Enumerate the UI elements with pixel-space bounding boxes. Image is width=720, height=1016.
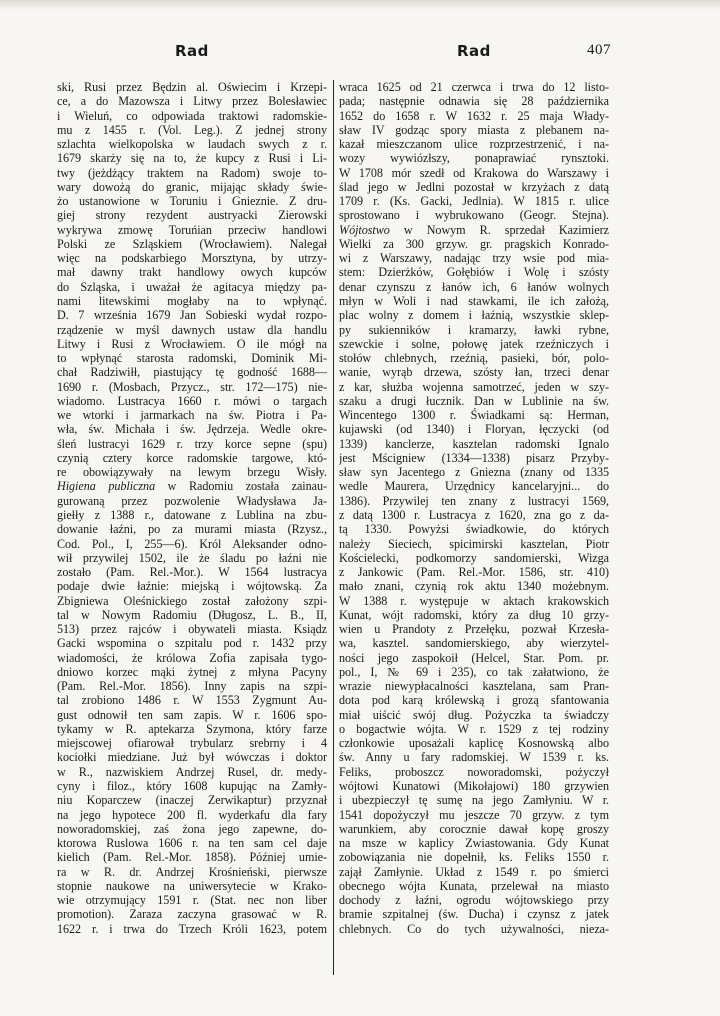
text-line: ności jego zaspokoił (Helcel, Star. Pom. pr.	[339, 650, 609, 665]
text-line: ktorowa Ruslowa 1606 r. na ten sam cel daje	[57, 836, 327, 851]
text-line: gurowaną przez pozwolenie Władysława Ja-	[57, 493, 327, 508]
text-line: więc na podskarbiego Morsztyna, by utrzy-	[57, 251, 327, 266]
text-line: kujawski (od 1340) i Floryan, łęczycki (od	[339, 422, 609, 437]
text-line: 1679 skarży się na to, że kupcy z Rusi i Li-	[57, 151, 327, 166]
text-line: tykamy w R. aptekarza Szymona, który farze	[57, 721, 327, 736]
text-line: stołów chlebnych, rzeźnią, pasieki, bór, polo-	[339, 351, 609, 366]
text-line: należy Sieciech, spicimirski kasztelan, Piotr	[339, 536, 609, 551]
text-line: warunkiem, aby corocznie dawał kopę groszy	[339, 821, 609, 836]
text-line: Kościelecki, podkomorzy sandomierski, Wizga	[339, 550, 609, 565]
text-line: ski, Rusi przez Będzin al. Oświecim i Krzepi-	[57, 80, 327, 94]
text-line: Higiena publiczna w Radomiu została zainau-	[57, 479, 327, 494]
text-line: kazał mieszczanom ulice rozprzestrzenić, i na-	[339, 137, 609, 152]
text-line: niu Koparczew (inaczej Zerwikaptur) przyznał	[57, 793, 327, 808]
text-line: to wpłynąć starosta radomski, Dominik Mi-	[57, 351, 327, 366]
text-line: Wójtostwo w Nowym R. sprzedał Kazimierz	[339, 222, 609, 237]
running-header	[0, 42, 720, 64]
text-line: tal zrobiono 1486 r. W 1553 Zygmunt Au-	[57, 693, 327, 708]
text-line: zobowiązania nie dopełnił, ks. Feliks 1550 r.	[339, 850, 609, 865]
page-number: 407	[587, 42, 611, 58]
text-line: Wincentego 1300 r. Świadkami są: Herman,	[339, 408, 609, 423]
text-line: twy (jeżdżący traktem na Radom) swoje to-	[57, 165, 327, 180]
text-line: zostało (Pam. Rel.-Mor.). W 1564 lustracya	[57, 565, 327, 580]
text-line: Kunat, wójt radomski, który za dług 10 grzy-	[339, 607, 609, 622]
text-line: śleń lustracyi 1629 r. trzy korce sepne (spu)	[57, 436, 327, 451]
text-line: w R., nazwiskiem Andrzej Rusel, dr. medy-	[57, 764, 327, 779]
text-line: wrazie niewypłacalności kasztelana, sam Pran-	[339, 679, 609, 694]
text-line: we wtorki i jarmarkach na św. Piotra i Pa-	[57, 408, 327, 423]
text-line: z datą 1300 r. Lustracya z 1620, zna go z da-	[339, 507, 609, 522]
text-line: ce, a do Mazowsza i Litwy przez Bolesławiec	[57, 94, 327, 109]
text-line: kielich (Pam. Rel.-Mor. 1858). Później umie-	[57, 850, 327, 865]
text-line: szlachta wielkopolska w laudach swych z r.	[57, 137, 327, 152]
text-line: sław IV godząc spory miasta z plebanem na-	[339, 122, 609, 137]
text-columns	[57, 80, 613, 980]
text-line: członkowie uposażali kaplicę Kosnowską albo	[339, 736, 609, 751]
text-line: giej strony rezydent austryacki Zierowski	[57, 208, 327, 223]
text-line: wójtowi Kunatowi (Mikołajowi) 180 grzywien	[339, 779, 609, 794]
text-line: do Szląska, i uważał że agitacya między pa-	[57, 279, 327, 294]
text-line: wie otrzymujący 1591 r. (Stat. nec non liber	[57, 893, 327, 908]
text-line: mało znani, czynią rok aktu 1340 możebnym.	[339, 579, 609, 594]
text-line: gust odnowił ten sam zapis. W r. 1606 spo-	[57, 707, 327, 722]
right-column	[339, 80, 609, 975]
text-line: żo ustanowione w Toruniu i Gnieznie. Z dru-	[57, 194, 327, 209]
text-line: 1709 r. (Ks. Gacki, Jedlnia). W 1815 r. ulice	[339, 194, 609, 209]
text-line: wedle Maurera, Urzędnicy kancelaryjni... do	[339, 479, 609, 494]
text-line: z Jankowic (Pam. Rel.-Mor. 1586, str. 410)	[339, 565, 609, 580]
text-line: Cod. Pol., I, 255—6). Król Aleksander odno-	[57, 536, 327, 551]
text-line: W 1388 r. występuje w aktach krakowskich	[339, 593, 609, 608]
text-line: podaje dwie łaźnie: miejską i wójtowską. Za	[57, 579, 327, 594]
text-line: noworadomskiej, zaś żona jego zapewne, do-	[57, 821, 327, 836]
column-divider	[333, 80, 334, 975]
text-line: sprostowano i wybrukowano (Geogr. Stejna).	[339, 208, 609, 223]
text-line: z kar, służba wojenna samotrzeć, jeden w szy-	[339, 379, 609, 394]
text-line: Litwy i Rusi z Wrocławiem. O ile mógł na	[57, 336, 327, 351]
text-line: nami litewskimi mogłaby na to wpłynąć.	[57, 293, 327, 308]
text-line: i Wieluń, co odpowiada traktowi radomskie-	[57, 108, 327, 123]
text-line: na msze w kaplicy Zwiastowania. Gdy Kunat	[339, 836, 609, 851]
text-line: miejscowej ofiarował trybularz srebrny i 4	[57, 736, 327, 751]
text-line: ra w R. dr. Andrzej Krośnieński, pierwsze	[57, 864, 327, 879]
text-line: św. Anny u fary radomskiej. W 1539 r. ks.	[339, 750, 609, 765]
text-line: W 1708 mór szedł od Krakowa do Warszawy i	[339, 165, 609, 180]
text-line: czynią cztery korce radomskie targowe, któ-	[57, 450, 327, 465]
text-line: dota pod karą królewską i grozą sfantowania	[339, 693, 609, 708]
text-line: zajął Zamłynie. Układ z 1549 r. po śmierci	[339, 864, 609, 879]
text-line: o bogactwie wójta. W r. 1529 z tej rodziny	[339, 721, 609, 736]
text-line: 513) przez rajców i obywateli miasta. Ksiądz	[57, 622, 327, 637]
text-line: pol., I, № 69 i 235), co tak załatwiono, że	[339, 664, 609, 679]
text-line: re obowiązywały na lewym brzegu Wisły.	[57, 465, 327, 480]
text-line: wa, kasztel. sandomierskiego, aby wierzytel-	[339, 636, 609, 651]
text-line: dniowo korzec mąki żytnej z młyna Pacyny	[57, 664, 327, 679]
text-line: giełły z 1388 r., datowane z Lublina na zbu-	[57, 507, 327, 522]
text-line: 1690 r. (Mosbach, Przycz., str. 172—175) nie-	[57, 379, 327, 394]
italic-phrase: Wójtostwo	[339, 222, 390, 237]
text-line: tą 1330. Powyżsi świadkowie, do których	[339, 522, 609, 537]
text-line: stopnie naukowe na uniwersytecie w Krako-	[57, 878, 327, 893]
text-line: wykrywa zmowę Toruńian przeciw handlowi	[57, 222, 327, 237]
text-line: chlebnych. Co do tych używalności, nieza-	[339, 921, 609, 936]
text-line: wien u Prandoty z Przełęku, pozwał Krzesła-	[339, 622, 609, 637]
text-line: dochody z łaźni, ogrodu wójtowskiego przy	[339, 893, 609, 908]
text-line: wary dowożą do granic, mijając składy świe-	[57, 179, 327, 194]
text-line: pada; następnie odnawia się 28 października	[339, 94, 609, 109]
text-line: chał Radziwiłł, piastujący tę godność 1688—	[57, 365, 327, 380]
text-line: rządzenie w myśl dawnych ustaw dla handlu	[57, 322, 327, 337]
text-line: denar czynszu z łanów ich, 6 łanów wolnych	[339, 279, 609, 294]
text-line: miał uiścić swój dług. Pożyczka ta świadczy	[339, 707, 609, 722]
text-line: D. 7 września 1679 Jan Sobieski wydał rozpo-	[57, 308, 327, 323]
header-right-title: Rad	[457, 42, 491, 60]
text-line: cyny i filoz., który 1608 kupując na Zamły-	[57, 779, 327, 794]
text-line: Gacki wspomina o szpitalu pod r. 1432 przy	[57, 636, 327, 651]
text-line: Wielki za 300 grzyw. gr. pragskich Konrado-	[339, 236, 609, 251]
text-line: (Pam. Rel.-Mor. 1856). Inny zapis na szpi-	[57, 679, 327, 694]
text-line: jest Mścigniew (1334—1338) pisarz Przyby-	[339, 450, 609, 465]
text-line: wiadomo. Lustracya 1660 r. mówi o targach	[57, 393, 327, 408]
scan-top-edge	[0, 0, 720, 10]
text-line: dowanie łaźni, po za murami miasta (Rzysz.,	[57, 522, 327, 537]
text-line: stem: Dzierżków, Gołębiów i Wolę i szósty	[339, 265, 609, 280]
text-line: młyn w Woli i nad stawkami, ile ich założą,	[339, 293, 609, 308]
text-line: kociołki miedziane. Już był wówczas i doktor	[57, 750, 327, 765]
text-line: py sukienników i kramarzy, ławki rybne,	[339, 322, 609, 337]
text-line: promotion). Zaraza zaczyna grasować w R.	[57, 907, 327, 922]
text-line: wanie, wyrąb drzewa, szósty łan, trzeci denar	[339, 365, 609, 380]
text-line: wi z Warszawy, nadając trzy wsie pod mia-	[339, 251, 609, 266]
text-line: 1652 do 1658 r. W 1632 r. 25 maja Włady-	[339, 108, 609, 123]
text-line: Polski ze Szląskiem (Wrocławiem). Nalegał	[57, 236, 327, 251]
text-line: na jego hypotece 200 fl. wyderkafu dla fary	[57, 807, 327, 822]
text-line: bramie szpitalnej (św. Ducha) i czynsz z jatek	[339, 907, 609, 922]
text-line: 1339) kanclerze, kasztelan radomski Ignalo	[339, 436, 609, 451]
text-line: mu z 1455 r. (Vol. Leg.). Z jednej strony	[57, 122, 327, 137]
text-line: ślad jego w Jedlni pozostał w krzyżach z datą	[339, 179, 609, 194]
text-line: i ubezpieczył tę sumę na jego Zamłyniu. W r.	[339, 793, 609, 808]
text-line: szaku a drugi łucznik. Dan w Lublinie na św.	[339, 393, 609, 408]
text-line: wła, św. Michała i św. Jędrzeja. Wedle okre-	[57, 422, 327, 437]
text-line: mał dawny trakt handlowy owych kupców	[57, 265, 327, 280]
header-left-title: Rad	[175, 42, 209, 60]
text-line: 1386). Przywilej ten znany z lustracyi 1569,	[339, 493, 609, 508]
left-column	[57, 80, 327, 975]
text-line: wraca 1625 od 21 czerwca i trwa do 12 listo-	[339, 80, 609, 94]
text-line: tal w Nowym Radomiu (Długosz, L. B., II,	[57, 607, 327, 622]
italic-phrase: Higiena publiczna	[57, 479, 156, 494]
text-line: obecnego wójta Kunata, przelewał na miasto	[339, 878, 609, 893]
text-line: 1541 dopożyczył mu jeszcze 70 grzyw. z tym	[339, 807, 609, 822]
text-line: sław syn Jacentego z Gniezna (znany od 1335	[339, 465, 609, 480]
text-line: wozy wywiózłszy, ponaprawiać rynsztoki.	[339, 151, 609, 166]
text-line: szewckie i solne, połowę jatek rzeźniczych i	[339, 336, 609, 351]
text-line: Zbigniewa Oleśnickiego został założony szpi-	[57, 593, 327, 608]
text-line: wił przywilej 1502, ile że śladu po łaźni nie	[57, 550, 327, 565]
text-line: Feliks, proboszcz noworadomski, pożyczył	[339, 764, 609, 779]
text-line: plac wolny z domem i łaźnią, wszystkie sklep-	[339, 308, 609, 323]
text-line: 1622 r. i trwa do Trzech Króli 1623, potem	[57, 921, 327, 936]
text-line: wiadomości, że królowa Zofia zapisała tygo-	[57, 650, 327, 665]
